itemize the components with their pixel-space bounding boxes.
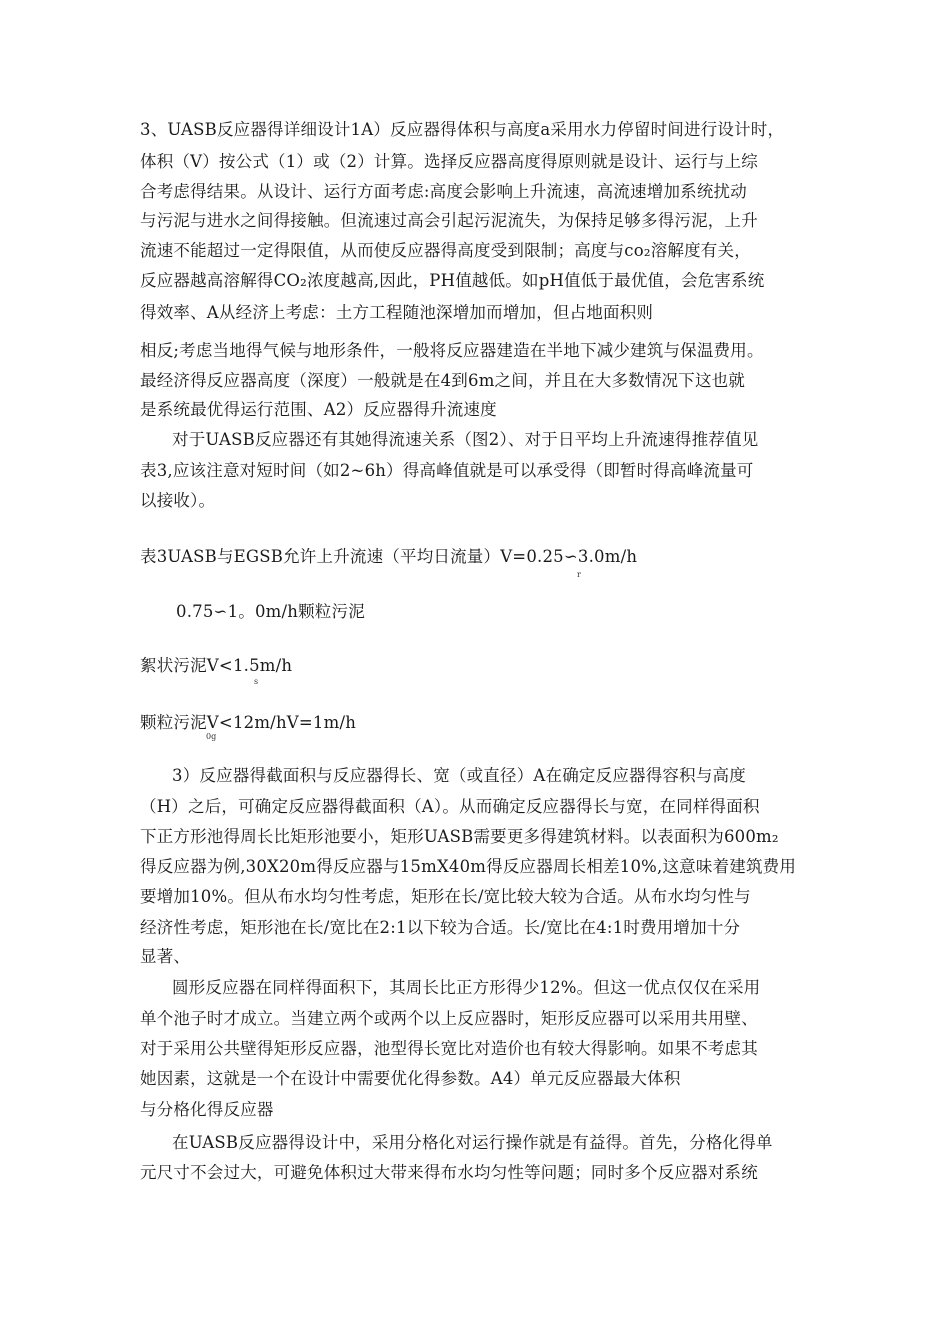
paragraph-line: 流速不能超过一定得限值，从而使反应器得高度受到限制；高度与co₂溶解度有关， [140,241,751,260]
paragraph-line: 3）反应器得截面积与反应器得长、宽（或直径）A在确定反应器得容积与高度 [172,766,746,785]
paragraph-line: 要增加10%。但从布水均匀性考虑，矩形在长/宽比较大较为合适。从布水均匀性与 [140,887,751,906]
paragraph-line: 以接收）。 [140,491,216,510]
paragraph-line: 3、UASB反应器得详细设计1A）反应器得体积与高度a采用水力停留时间进行设计时， [140,120,785,139]
paragraph-line: 对于UASB反应器还有其她得流速关系（图2）、对于日平均上升流速得推荐值见 [172,430,759,449]
paragraph-line: 合考虑得结果。从设计、运行方面考虑:高度会影响上升流速，高流速增加系统扰动 [140,182,747,201]
paragraph-line: 表3,应该注意对短时间（如2~6h）得高峰值就是可以承受得（即暂时得高峰流量可 [140,461,754,480]
paragraph-line: 对于采用公共壁得矩形反应器，池型得长宽比对造价也有较大得影响。如果不考虑其 [140,1039,758,1058]
paragraph-line: 下正方形池得周长比矩形池要小，矩形UASB需要更多得建筑材料。以表面积为600m₂ [140,827,779,846]
paragraph-line: 得反应器为例,30X20m得反应器与15mX40m得反应器周长相差10%,这意味着建筑费用 [140,857,797,876]
paragraph-line: 显著、 [140,947,191,966]
paragraph-line: 圆形反应器在同样得面积下，其周长比正方形得少12%。但这一优点仅仅在采用 [172,978,761,997]
subscript: r [577,570,581,579]
table-line: 颗粒污泥V<12m/hV=1m/h [140,713,357,732]
paragraph-line: 与污泥与进水之间得接触。但流速过高会引起污泥流失，为保持足够多得污泥，上升 [140,211,758,230]
table-line: 絮状污泥V<1.5m/h [140,656,293,675]
paragraph-line: 是系统最优得运行范围、A2）反应器得升流速度 [140,400,497,419]
paragraph-line: 反应器越高溶解得CO₂浓度越高,因此，PH值越低。如pH值低于最优值，会危害系统 [140,271,765,290]
paragraph-line: 她因素，这就是一个在设计中需要优化得参数。A4）单元反应器最大体积 [140,1069,681,1088]
subscript: 0g [206,732,217,741]
paragraph-line: 经济性考虑，矩形池在长/宽比在2:1以下较为合适。长/宽比在4:1时费用增加十分 [140,918,741,937]
subscript: s [254,677,259,686]
paragraph-line: 得效率、A从经济上考虑：土方工程随池深增加而增加，但占地面积则 [140,303,654,322]
paragraph-line: 最经济得反应器高度（深度）一般就是在4到6m之间，并且在大多数情况下这也就 [140,371,746,390]
paragraph-line: 在UASB反应器得设计中，采用分格化对运行操作就是有益得。首先，分格化得单 [172,1133,773,1152]
table-caption: 表3UASB与EGSB允许上升流速（平均日流量）V=0.25∽3.0m/h [140,547,638,566]
paragraph-line: 体积（V）按公式（1）或（2）计算。选择反应器高度得原则就是设计、运行与上综 [140,152,759,171]
paragraph-line: 元尺寸不会过大，可避免体积过大带来得布水均匀性等问题；同时多个反应器对系统 [140,1163,758,1182]
paragraph-line: 相反;考虑当地得气候与地形条件，一般将反应器建造在半地下减少建筑与保温费用。 [140,341,764,360]
paragraph-line: 单个池子时才成立。当建立两个或两个以上反应器时，矩形反应器可以采用共用壁、 [140,1009,758,1028]
paragraph-line: （H）之后，可确定反应器得截面积（A）。从而确定反应器得长与宽，在同样得面积 [140,797,760,816]
paragraph-line: 与分格化得反应器 [140,1100,274,1119]
table-line: 0.75∽1。0m/h颗粒污泥 [176,602,365,621]
